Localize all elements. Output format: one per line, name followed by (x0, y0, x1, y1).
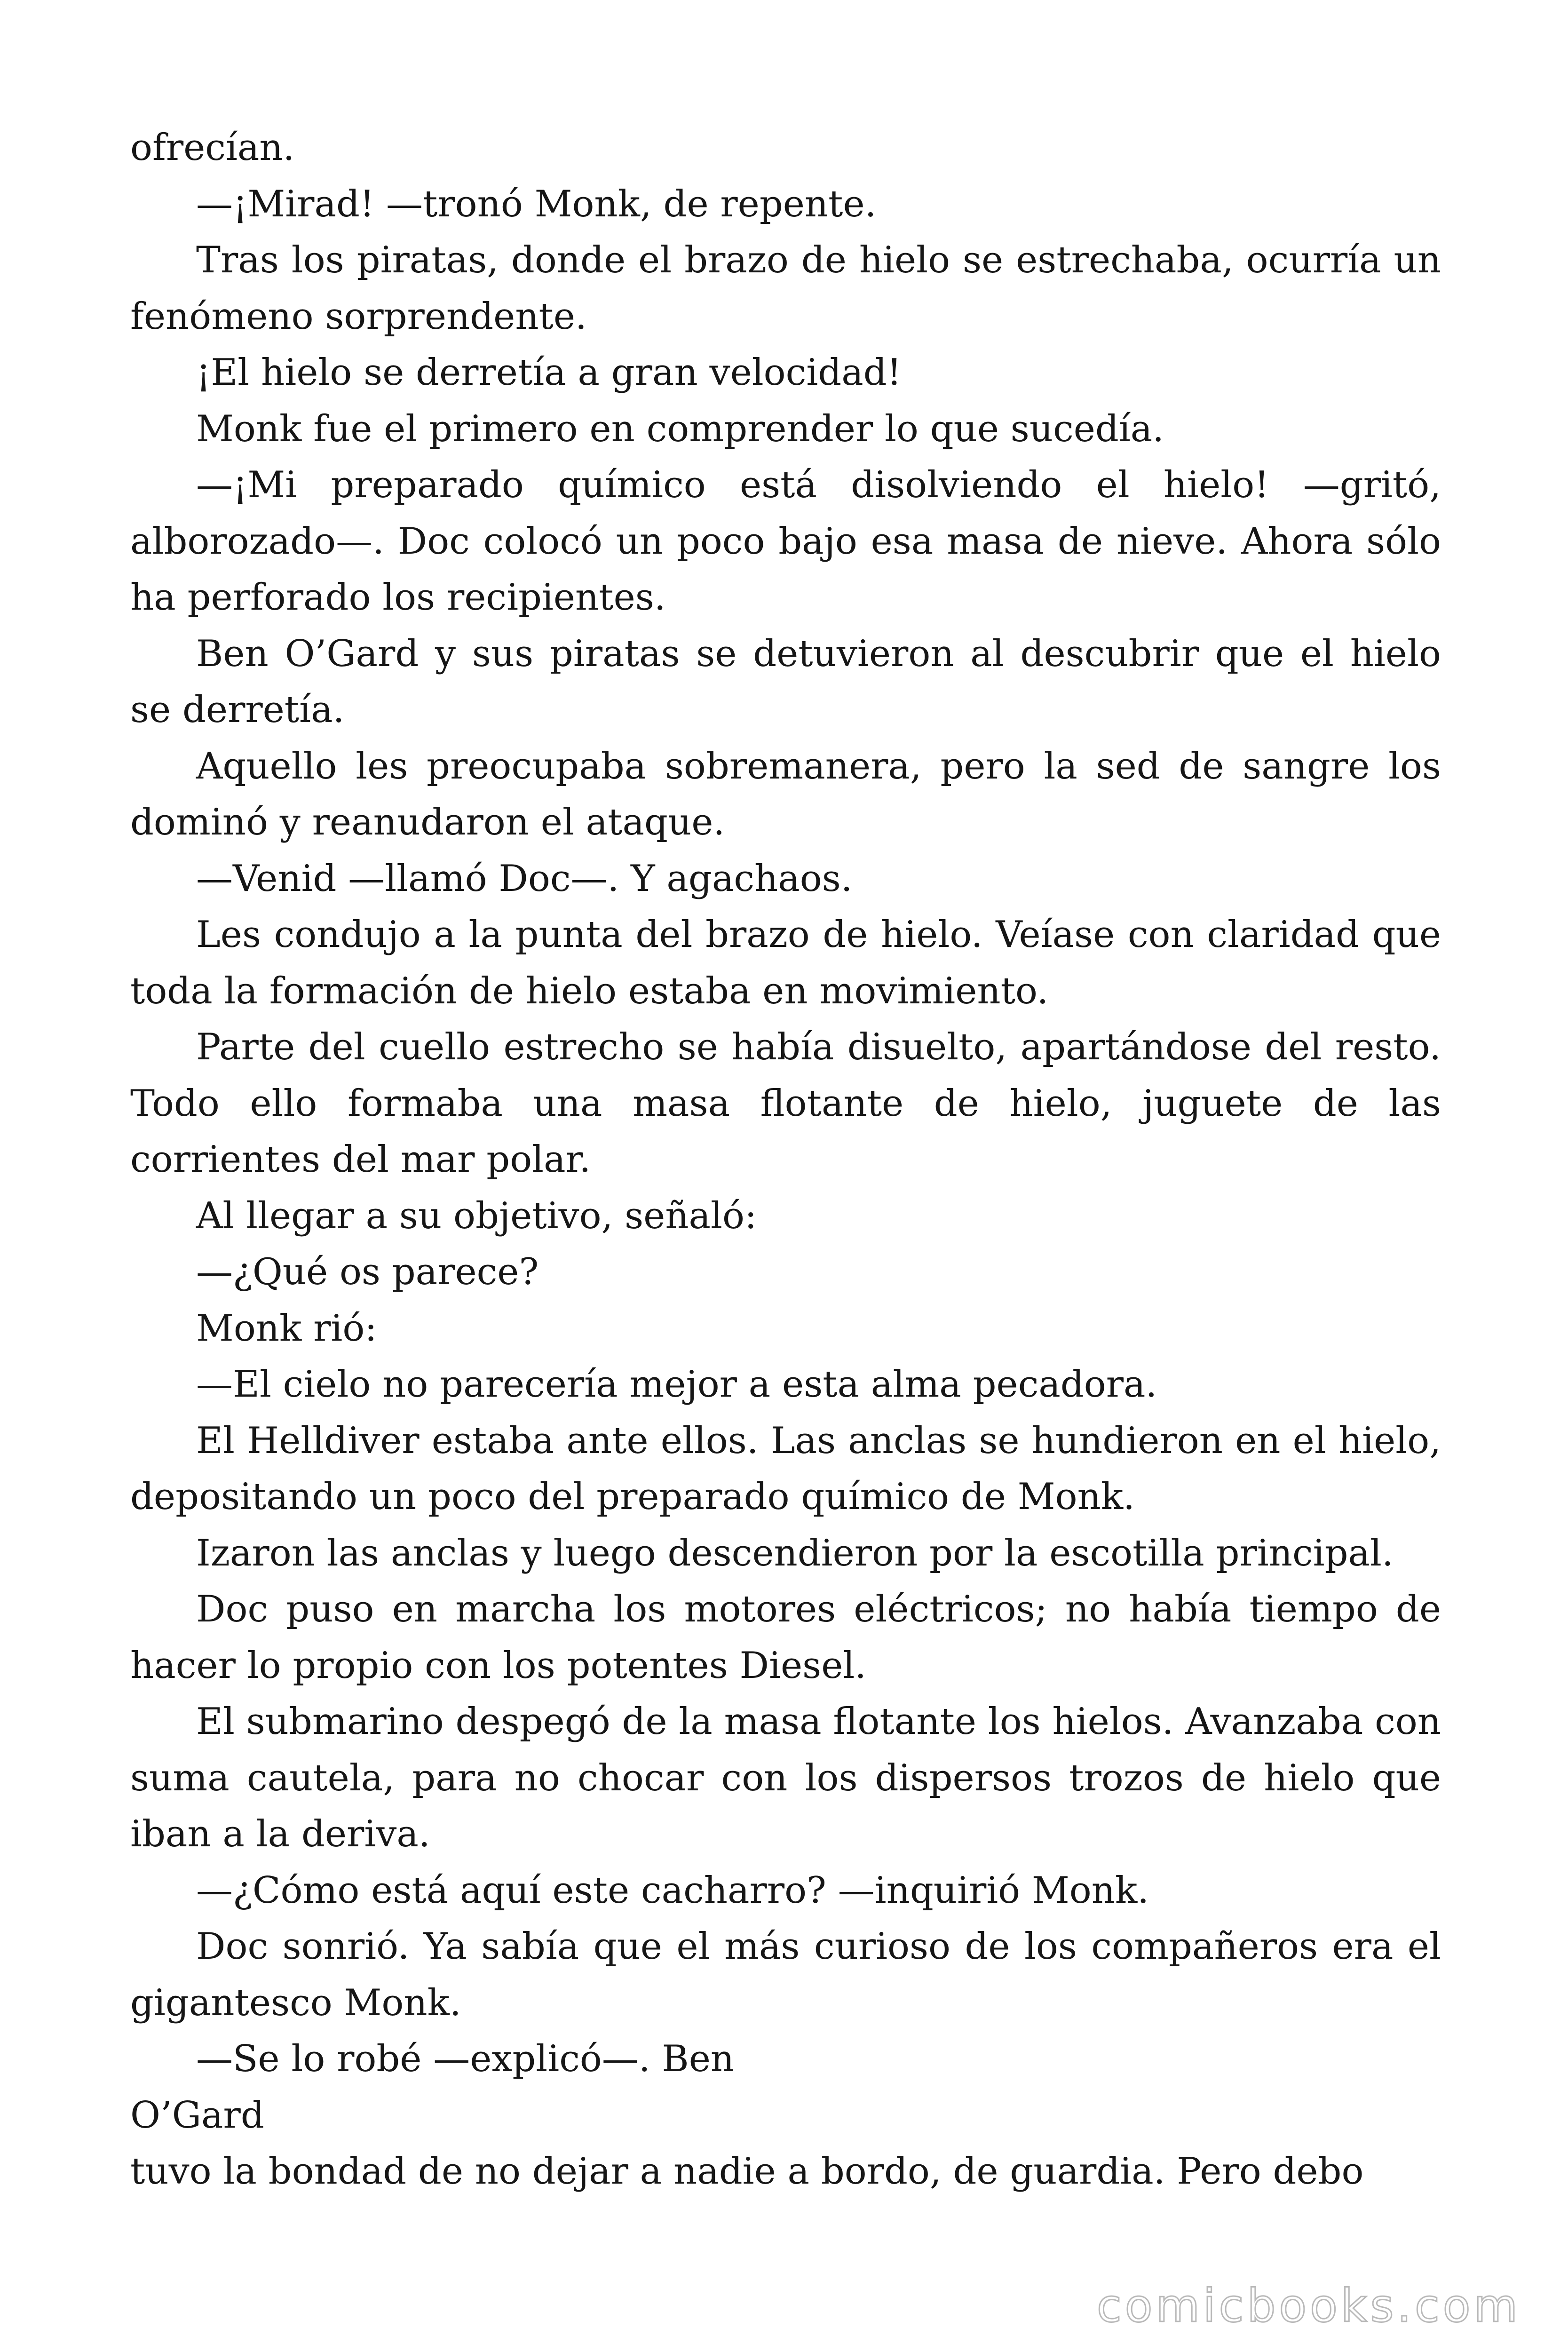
paragraph: —¡Mi preparado químico está disolviendo el hielo! —gritó, alborozado—. Doc colocó un poco bajo esa masa de nieve. Ahora sólo ha perforado los recipientes. (130, 464, 1441, 619)
paragraph: Aquello les preocupaba sobremanera, pero la sed de sangre los dominó y reanudaron el ataque. (130, 745, 1441, 843)
paragraph: —Se lo robé —explicó—. Ben (196, 2038, 735, 2080)
paragraph: O’Gard (130, 2094, 264, 2137)
paragraph: El submarino despegó de la masa flotante los hielos. Avanzaba con suma cautela, para no chocar con los dispersos trozos de hielo que iban a la deriva. (130, 1700, 1441, 1855)
paragraph: Doc sonrió. Ya sabía que el más curioso de los compañeros era el gigantesco Monk. (130, 1925, 1441, 2024)
paragraph: Tras los piratas, donde el brazo de hielo se estrechaba, ocurría un fenómeno sorprendente. (130, 239, 1441, 338)
paragraph: Monk fue el primero en comprender lo que sucedía. (196, 407, 1164, 450)
paragraph: Izaron las anclas y luego descendieron por la escotilla principal. (196, 1532, 1394, 1574)
watermark-text: comicbooks.com (1096, 2280, 1521, 2332)
paragraph: —¡Mirad! —tronó Monk, de repente. (196, 183, 877, 225)
paragraph: Doc puso en marcha los motores eléctricos; no había tiempo de hacer lo propio con los potentes Diesel. (130, 1588, 1441, 1687)
paragraph: El Helldiver estaba ante ellos. Las anclas se hundieron en el hielo, depositando un poco del preparado químico de Monk. (130, 1419, 1441, 1518)
paragraph: —El cielo no parecería mejor a esta alma pecadora. (196, 1363, 1157, 1406)
book-page (130, 120, 1441, 2200)
paragraph: —Venid —llamó Doc—. Y agachaos. (196, 857, 853, 900)
paragraph: ofrecían. (130, 127, 295, 169)
paragraph: Les condujo a la punta del brazo de hielo. Veíase con claridad que toda la formación de hielo estaba en movimiento. (130, 914, 1441, 1012)
paragraph: Monk rió: (196, 1307, 377, 1350)
paragraph: Parte del cuello estrecho se había disuelto, apartándose del resto. Todo ello formaba una masa flotante de hielo, juguete de las corrientes del mar polar. (130, 1026, 1441, 1181)
paragraph: Al llegar a su objetivo, señaló: (196, 1194, 757, 1237)
paragraph: —¿Qué os parece? (196, 1251, 539, 1293)
paragraph: —¿Cómo está aquí este cacharro? —inquirió Monk. (196, 1869, 1149, 1912)
paragraph: Ben O’Gard y sus piratas se detuvieron al descubrir que el hielo se derretía. (130, 632, 1441, 731)
paragraph: ¡El hielo se derretía a gran velocidad! (196, 351, 902, 394)
paragraph: tuvo la bondad de no dejar a nadie a bordo, de guardia. Pero debo (130, 2150, 1364, 2193)
